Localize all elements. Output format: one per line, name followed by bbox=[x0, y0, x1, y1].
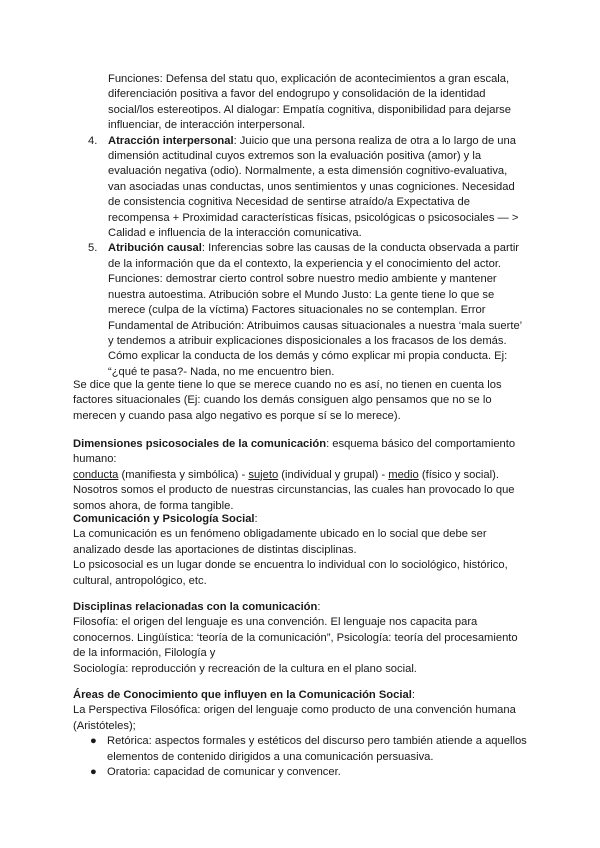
dimensiones-scheme bbox=[73, 468, 533, 514]
section-heading: Disciplinas relacionadas con la comunicación bbox=[73, 601, 318, 613]
heading-colon: : bbox=[254, 513, 258, 525]
section-dimensiones bbox=[73, 437, 533, 514]
dimensiones-intro: : esquema básico del comportamiento humano: bbox=[73, 438, 516, 466]
scheme-text: (individual y grupal) - bbox=[278, 468, 389, 481]
list-item-atraccion bbox=[88, 134, 528, 242]
section-heading-line bbox=[73, 600, 533, 615]
section-areas bbox=[73, 688, 533, 780]
list-item-number: 5. bbox=[88, 242, 98, 255]
paragraph: Lo psicosocial es un lugar donde se encuentra lo individual con lo sociológico, histórico, cultural, antropológico, etc. bbox=[73, 559, 508, 587]
bullet-text: Oratoria: capacidad de comunicar y convencer. bbox=[107, 766, 341, 779]
list-item-text: : Juicio que una persona realiza de otra a lo largo de una dimensión actitudinal cuyos extremos son la evaluación positiva (amor) y la evaluación negativa (odio). Normalmente, a esta dimensión cognitivo-evaluativa, van asociadas unas conductas, unos sentimientos y unas cogniciones. Necesidad de consistencia cognitiva Necesidad de sentirse atraído/a Expectativa de recompensa + Proximidad características físicas, psicológicas o psicosociales — > Calidad e influencia de la interacción comunicativa. bbox=[108, 134, 519, 240]
heading-colon: : bbox=[411, 689, 415, 701]
list-continuation-text: Funciones: Defensa del statu quo, explicación de acontecimientos a gran escala, diferenciación positiva a favor del endogrupo y consolidación de la identidad social/los estereotipos. Al dialogar: Empatía cognitiva, disponibilidad para dejarse influenciar, de interacción interpersonal. bbox=[108, 73, 511, 132]
term-medio: medio bbox=[388, 468, 419, 481]
numbered-list bbox=[88, 72, 528, 380]
bullet-icon: ● bbox=[90, 735, 97, 748]
term-sujeto: sujeto bbox=[248, 468, 279, 481]
scheme-text: (físico y social). Nosotros somos el producto de nuestras circunstancias, las cuales han provocado lo que somos ahora, de forma tangible. bbox=[73, 468, 515, 512]
section-disciplinas bbox=[73, 600, 533, 677]
paragraph: Sociología: reproducción y recreación de la cultura en el plano social. bbox=[73, 662, 417, 675]
term-conducta: conducta bbox=[73, 468, 119, 481]
section-heading-line bbox=[73, 512, 533, 527]
section-heading: Comunicación y Psicología Social bbox=[73, 513, 255, 525]
section-heading: Dimensiones psicosociales de la comunicación bbox=[73, 438, 327, 450]
paragraph: La comunicación es un fenómeno obligadamente ubicado en lo social que debe ser analizado desde las aportaciones de distintas disciplinas. bbox=[73, 528, 487, 556]
list-item bbox=[87, 734, 533, 765]
list-item bbox=[87, 765, 533, 780]
list-item-atribucion bbox=[88, 241, 528, 380]
section-heading-line bbox=[73, 688, 533, 703]
list-item-number: 4. bbox=[88, 134, 98, 147]
scheme-text: (manifiesta y simbólica) - bbox=[118, 468, 249, 481]
bullet-list bbox=[73, 734, 533, 780]
bullet-text: Retórica: aspectos formales y estéticos del discurso pero también atiende a aquellos elementos de contenido dirigidos a una comunicación persuasiva. bbox=[107, 735, 527, 763]
heading-colon: : bbox=[317, 601, 321, 613]
bullet-icon: ● bbox=[90, 766, 97, 779]
section-heading: Áreas de Conocimiento que influyen en la Comunicación Social bbox=[73, 689, 412, 701]
list-item-text: : Inferencias sobre las causas de la conducta observada a partir de la información que da el contexto, la experiencia y el conocimiento del actor. Funciones: demostrar cierto control sobre nuestro medio ambiente y mantener nuestra autoestima. Atribución sobre el Mundo Justo: La gente tiene lo que se merece (culpa de la víctima) Factores situacionales no se contemplan. Error Fundamental de Atribución: Atribuimos causas situacionales a nuestra ‘mala suerte’ y tendemos a atribuir explicaciones disposicionales a los fracasos de los demás. Cómo explicar la conducta de los demás y cómo explicar mi propia conducta. Ej: “¿qué te pasa?- Nada, no me encuentro bien. bbox=[108, 242, 522, 378]
section-comunicacion-psicologia bbox=[73, 512, 533, 589]
list-item-term: Atribución causal bbox=[108, 242, 202, 255]
paragraph-mundo-justo: Se dice que la gente tiene lo que se merece cuando no es así, no tienen en cuenta los factores situacionales (Ej: cuando los demás consiguen algo pensamos que no se lo merecen y cuando pasa algo negativo es porque sí se lo merece). bbox=[73, 379, 502, 422]
dimensiones-paragraph bbox=[73, 437, 533, 468]
list-item-term: Atracción interpersonal bbox=[108, 134, 234, 147]
paragraph: Filosofía: el origen del lenguaje es una convención. El lenguaje nos capacita para conocernos. Lingüística: ‘teoría de la comunicación”, Psicología: teoría del procesamiento de la información, Filología y bbox=[73, 616, 518, 660]
paragraph: La Perspectiva Filosófica: origen del lenguaje como producto de una convención humana (Aristóteles); bbox=[73, 704, 516, 732]
